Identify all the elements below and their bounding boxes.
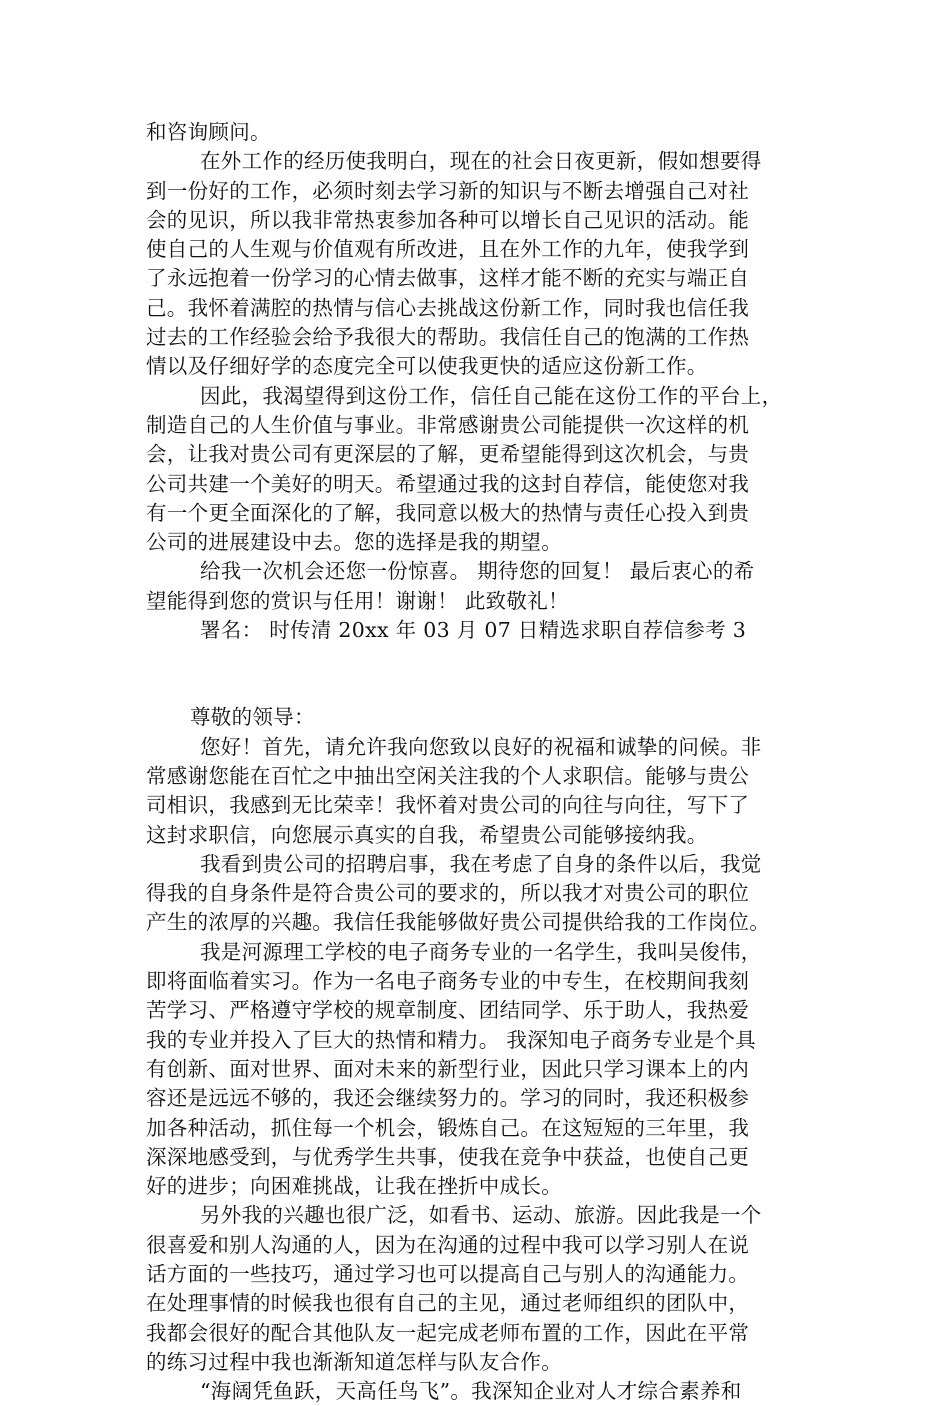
text-line: 情以及仔细好学的态度完全可以使我更快的适应这份新工作。 xyxy=(146,354,708,379)
text-line: 即将面临着实习。作为一名电子商务专业的中专生，在校期间我刻 xyxy=(146,969,750,994)
paragraph-start: 我是河源理工学校的电子商务专业的一名学生，我叫吴俊伟， xyxy=(200,939,762,964)
paragraph-start: 我看到贵公司的招聘启事，我在考虑了自身的条件以后，我觉 xyxy=(200,851,762,876)
section-gap xyxy=(146,645,816,703)
text-line: 加各种活动，抓住每一个机会，锻炼自己。在这短短的三年里，我 xyxy=(146,1115,750,1140)
text-line: 我的专业并投入了巨大的热情和精力。 我深知电子商务专业是个具 xyxy=(146,1027,757,1052)
text-line: 在处理事情的时候我也很有自己的主见，通过老师组织的团队中， xyxy=(146,1291,750,1316)
signature-line: 署名： 时传清 20xx 年 03 月 07 日精选求职自荐信参考 3 xyxy=(200,618,747,643)
paragraph-start: “海阔凭鱼跃，天高任鸟飞”。我深知企业对人才综合素养和 xyxy=(200,1379,742,1404)
text-line: 得我的自身条件是符合贵公司的要求的，所以我才对贵公司的职位 xyxy=(146,881,750,906)
paragraph-start: 在外工作的经历使我明白，现在的社会日夜更新，假如想要得 xyxy=(200,149,762,174)
text-line: 我都会很好的配合其他队友一起完成老师布置的工作，因此在平常 xyxy=(146,1320,750,1345)
section-1 xyxy=(146,118,816,645)
section-2 xyxy=(146,703,816,1406)
text-line: 话方面的一些技巧，通过学习也可以提高自己与别人的沟通能力。 xyxy=(146,1261,750,1286)
text-line: 望能得到您的赏识与任用！谢谢！ 此致敬礼！ xyxy=(146,588,569,613)
paragraph-start: 因此，我渴望得到这份工作，信任自己能在这份工作的平台上， xyxy=(200,383,783,408)
text-line: 的练习过程中我也渐渐知道怎样与队友合作。 xyxy=(146,1349,562,1374)
text-line: 和咨询顾问。 xyxy=(146,120,271,144)
salutation: 尊敬的领导： xyxy=(190,705,315,730)
text-line: 容还是远远不够的，我还会继续努力的。学习的同时，我还积极参 xyxy=(146,1086,750,1111)
text-line: 公司共建一个美好的明天。希望通过我的这封自荐信，能使您对我 xyxy=(146,471,750,496)
text-line: 有创新、面对世界、面对未来的新型行业，因此只学习课本上的内 xyxy=(146,1056,750,1081)
text-line: 会的见识，所以我非常热衷参加各种可以增长自己见识的活动。能 xyxy=(146,207,750,232)
text-line: 司相识，我感到无比荣幸！我怀着对贵公司的向往与向往，写下了 xyxy=(146,793,750,818)
text-line: 这封求职信，向您展示真实的自我，希望贵公司能够接纳我。 xyxy=(146,822,708,847)
text-line: 好的进步；向困难挑战，让我在挫折中成长。 xyxy=(146,1174,562,1199)
document-page xyxy=(146,118,816,1406)
text-line: 过去的工作经验会给予我很大的帮助。我信任自己的饱满的工作热 xyxy=(146,325,750,350)
text-line: 很喜爱和别人沟通的人，因为在沟通的过程中我可以学习别人在说 xyxy=(146,1232,750,1257)
text-line: 了永远抱着一份学习的心情去做事，这样才能不断的充实与端正自 xyxy=(146,266,750,291)
text-line: 有一个更全面深化的了解，我同意以极大的热情与责任心投入到贵 xyxy=(146,500,750,525)
paragraph-start: 另外我的兴趣也很广泛，如看书、运动、旅游。因此我是一个 xyxy=(200,1203,762,1228)
text-line: 常感谢您能在百忙之中抽出空闲关注我的个人求职信。能够与贵公 xyxy=(146,763,750,788)
text-line: 使自己的人生观与价值观有所改进，且在外工作的九年，使我学到 xyxy=(146,237,750,262)
text-line: 产生的浓厚的兴趣。我信任我能够做好贵公司提供给我的工作岗位。 xyxy=(146,910,770,935)
text-line: 到一份好的工作，必须时刻去学习新的知识与不断去增强自己对社 xyxy=(146,178,750,203)
paragraph-start: 给我一次机会还您一份惊喜。 期待您的回复！ 最后衷心的希 xyxy=(200,559,755,584)
text-line: 深深地感受到，与优秀学生共事，使我在竞争中获益，也使自己更 xyxy=(146,1144,750,1169)
text-line: 己。我怀着满腔的热情与信心去挑战这份新工作，同时我也信任我 xyxy=(146,295,750,320)
text-line: 制造自己的人生价值与事业。非常感谢贵公司能提供一次这样的机 xyxy=(146,412,750,437)
text-line: 苦学习、严格遵守学校的规章制度、团结同学、乐于助人，我热爱 xyxy=(146,998,750,1023)
text-line: 会，让我对贵公司有更深层的了解，更希望能得到这次机会，与贵 xyxy=(146,442,750,467)
text-line: 公司的进展建设中去。您的选择是我的期望。 xyxy=(146,530,562,555)
paragraph-start: 您好！首先，请允许我向您致以良好的祝福和诚挚的问候。非 xyxy=(200,734,762,759)
